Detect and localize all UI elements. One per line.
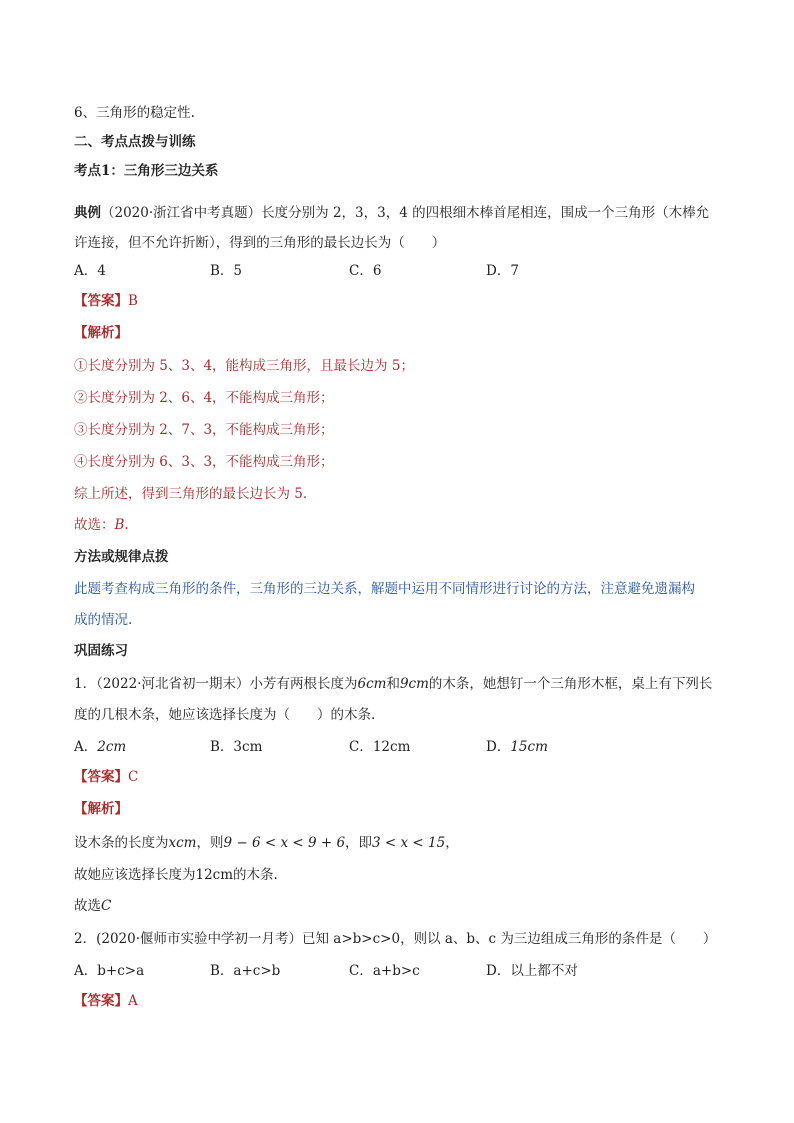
q1-solution-line-2: 故她应该选择长度为12cm的木条.: [74, 867, 278, 883]
example-label: 典例: [74, 205, 101, 221]
answer-value: B: [128, 293, 138, 309]
q1-sol-text-a: 设木条的长度为: [74, 835, 169, 851]
q1-line-2: 度的几根木条，她应该选择长度为（ ）的木条.: [74, 707, 376, 723]
q1-length-1: 6cm: [357, 676, 387, 692]
q1-choose-text: 故选: [74, 898, 101, 914]
q1-sol-text-b: ，则: [196, 835, 224, 851]
q1-text-b: 和: [386, 676, 400, 692]
example-option-b: B．5: [210, 263, 243, 279]
example-choose: [74, 516, 129, 534]
q1-option-a: [74, 738, 126, 756]
q2-answer: [74, 992, 138, 1010]
q2-option-b: B．a+c>b: [210, 963, 281, 979]
choose-text: 故选：: [74, 517, 115, 533]
q1-solution-line-1: [74, 834, 459, 852]
analysis-line-3: ③长度分别为 2、7、3，不能构成三角形；: [74, 422, 334, 438]
example-option-a: A．4: [74, 263, 106, 279]
q1-option-b: B．3cm: [210, 739, 263, 755]
q1-option-d-label: D．: [486, 739, 511, 755]
q2-option-a: A．b+c>a: [74, 963, 145, 979]
q2-stem: 2．(2020·偃师市实验中学初一月考）已知 a>b>c>0，则以 a、b、c 为三边组成三角形的条件是（ ）: [74, 931, 717, 947]
choose-value: B.: [114, 517, 129, 533]
q1-analysis-label: 【解析】: [74, 801, 128, 817]
analysis-line-2: ②长度分别为 2、6、4，不能构成三角形；: [74, 390, 334, 406]
method-title: 方法或规律点拨: [74, 549, 169, 565]
analysis-line-1: ①长度分别为 5、3、4，能构成三角形，且最长边为 5；: [74, 358, 414, 374]
q1-option-a-value: 2cm: [97, 739, 127, 755]
example-line-1: [74, 204, 709, 222]
section-title: 二、考点点拨与训练: [74, 134, 196, 150]
example-option-c: C．6: [349, 263, 382, 279]
answer-label: 【答案】: [74, 293, 128, 309]
q1-answer-label: 【答案】: [74, 769, 128, 785]
method-line-2: 成的情况.: [74, 612, 133, 628]
example-option-d: D．7: [486, 263, 519, 279]
q1-answer: [74, 768, 138, 786]
analysis-line-4: ④长度分别为 6、3、3，不能构成三角形；: [74, 454, 334, 470]
example-analysis-label: 【解析】: [74, 325, 128, 341]
q1-text-a: 1．（2022·河北省初一期末）小芳有两根长度为: [74, 676, 358, 692]
q1-choose: [74, 897, 111, 915]
q2-answer-value: A: [128, 993, 138, 1009]
q1-sol-text-d: ，: [445, 835, 459, 851]
q1-line-1: [74, 675, 712, 693]
q1-text-c: 的木条，她想钉一个三角形木框，桌上有下列长: [428, 676, 713, 692]
q1-option-d: [486, 738, 548, 756]
q1-sol-text-c: ，即: [345, 835, 373, 851]
method-line-1: 此题考查构成三角形的条件，三角形的三边关系，解题中运用不同情形进行讨论的方法，注意避免遗漏构: [74, 581, 695, 597]
q1-option-a-label: A．: [74, 739, 98, 755]
example-text-1: （2020·浙江省中考真题）长度分别为 2，3，3，4 的四根细木棒首尾相连，围成一个三角形（木棒允: [101, 205, 710, 221]
q2-option-c: C．a+b>c: [349, 963, 420, 979]
q1-answer-value: C: [128, 769, 139, 785]
q1-option-c: C．12cm: [349, 739, 411, 755]
q2-answer-label: 【答案】: [74, 993, 128, 1009]
q1-choose-value: C: [101, 898, 112, 914]
q1-sol-inequality-2: 3 < x < 15: [372, 835, 446, 851]
example-answer: [74, 292, 138, 310]
q1-sol-variable: xcm: [168, 835, 197, 851]
q2-option-d: D．以上都不对: [486, 963, 578, 979]
key-point-1-title: 考点1：三角形三边关系: [74, 163, 219, 179]
analysis-line-5: 综上所述，得到三角形的最长边长为 5．: [74, 486, 317, 502]
q1-option-d-value: 15cm: [510, 739, 548, 755]
prev-list-item: 6、三角形的稳定性.: [74, 105, 195, 121]
q1-sol-inequality-1: 9 − 6 < x < 9 + 6: [223, 835, 346, 851]
practice-title: 巩固练习: [74, 643, 128, 659]
example-line-2: 许连接，但不允许折断），得到的三角形的最长边长为（ ）: [74, 235, 446, 251]
q1-length-2: 9cm: [399, 676, 429, 692]
